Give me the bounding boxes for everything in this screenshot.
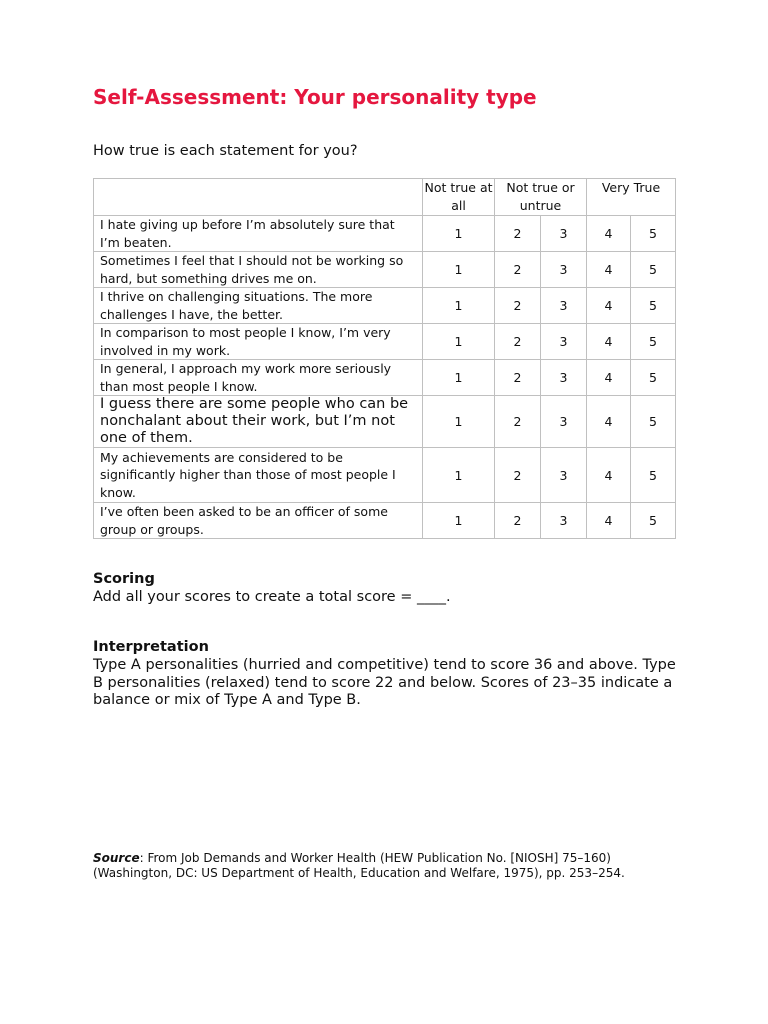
source-label: Source: [93, 851, 140, 865]
statement-cell: I’ve often been asked to be an officer of some group or groups.: [94, 503, 423, 539]
score-option-1[interactable]: 1: [423, 252, 495, 288]
interpretation-heading: Interpretation: [93, 639, 209, 655]
score-option-4[interactable]: 4: [587, 288, 631, 324]
statement-cell: Sometimes I feel that I should not be working so hard, but something drives me on.: [94, 252, 423, 288]
score-option-3[interactable]: 3: [541, 360, 587, 396]
score-option-1[interactable]: 1: [423, 360, 495, 396]
header-very-true: Very True: [587, 179, 676, 216]
table-row: [94, 396, 676, 448]
score-option-2[interactable]: 2: [495, 252, 541, 288]
assessment-table: [93, 178, 676, 539]
score-option-5[interactable]: 5: [631, 360, 676, 396]
score-option-1[interactable]: 1: [423, 216, 495, 252]
score-option-3[interactable]: 3: [541, 503, 587, 539]
score-option-2[interactable]: 2: [495, 360, 541, 396]
statement-cell: I guess there are some people who can be nonchalant about their work, but I’m not one of them.: [94, 396, 423, 448]
score-option-4[interactable]: 4: [587, 216, 631, 252]
score-option-5[interactable]: 5: [631, 503, 676, 539]
score-option-3[interactable]: 3: [541, 252, 587, 288]
score-option-1[interactable]: 1: [423, 448, 495, 503]
statement-cell: I thrive on challenging situations. The more challenges I have, the better.: [94, 288, 423, 324]
score-option-4[interactable]: 4: [587, 324, 631, 360]
table-row: [94, 216, 676, 252]
score-option-4[interactable]: 4: [587, 396, 631, 448]
scoring-text: Add all your scores to create a total score = ____.: [93, 589, 451, 605]
statement-cell: My achievements are considered to be significantly higher than those of most people I know.: [94, 448, 423, 503]
statement-cell: In general, I approach my work more seriously than most people I know.: [94, 360, 423, 396]
score-option-5[interactable]: 5: [631, 396, 676, 448]
score-option-1[interactable]: 1: [423, 324, 495, 360]
statement-cell: I hate giving up before I’m absolutely sure that I’m beaten.: [94, 216, 423, 252]
header-statement: [94, 179, 423, 216]
score-option-4[interactable]: 4: [587, 503, 631, 539]
score-option-4[interactable]: 4: [587, 360, 631, 396]
source-citation: [93, 851, 683, 881]
table-row: [94, 360, 676, 396]
header-neutral: Not true or untrue: [495, 179, 587, 216]
score-option-3[interactable]: 3: [541, 448, 587, 503]
score-option-5[interactable]: 5: [631, 252, 676, 288]
score-option-5[interactable]: 5: [631, 288, 676, 324]
score-option-1[interactable]: 1: [423, 396, 495, 448]
score-option-2[interactable]: 2: [495, 324, 541, 360]
table-row: [94, 288, 676, 324]
table-row: [94, 448, 676, 503]
score-option-2[interactable]: 2: [495, 448, 541, 503]
score-option-5[interactable]: 5: [631, 216, 676, 252]
score-option-5[interactable]: 5: [631, 324, 676, 360]
page-title: Self-Assessment: Your personality type: [93, 85, 537, 109]
score-option-4[interactable]: 4: [587, 448, 631, 503]
score-option-3[interactable]: 3: [541, 396, 587, 448]
table-header-row: [94, 179, 676, 216]
table-row: [94, 324, 676, 360]
score-option-5[interactable]: 5: [631, 448, 676, 503]
header-not-true: Not true at all: [423, 179, 495, 216]
scoring-heading: Scoring: [93, 571, 155, 587]
score-option-2[interactable]: 2: [495, 216, 541, 252]
table-row: [94, 503, 676, 539]
table-row: [94, 252, 676, 288]
score-option-1[interactable]: 1: [423, 288, 495, 324]
score-option-2[interactable]: 2: [495, 503, 541, 539]
statement-cell: In comparison to most people I know, I’m very involved in my work.: [94, 324, 423, 360]
interpretation-text: Type A personalities (hurried and competitive) tend to score 36 and above. Type B personalities (relaxed) tend to score 22 and below. Scores of 23–35 indicate a balance or mix of Type A and Type B.: [93, 657, 676, 708]
score-option-1[interactable]: 1: [423, 503, 495, 539]
score-option-3[interactable]: 3: [541, 216, 587, 252]
source-text: : From Job Demands and Worker Health (HEW Publication No. [NIOSH] 75–160) (Washington, DC: US Department of Health, Education and Welfare, 1975), pp. 253–254.: [93, 851, 625, 880]
score-option-3[interactable]: 3: [541, 324, 587, 360]
score-option-4[interactable]: 4: [587, 252, 631, 288]
score-option-2[interactable]: 2: [495, 288, 541, 324]
score-option-3[interactable]: 3: [541, 288, 587, 324]
question-prompt: How true is each statement for you?: [93, 143, 358, 159]
score-option-2[interactable]: 2: [495, 396, 541, 448]
